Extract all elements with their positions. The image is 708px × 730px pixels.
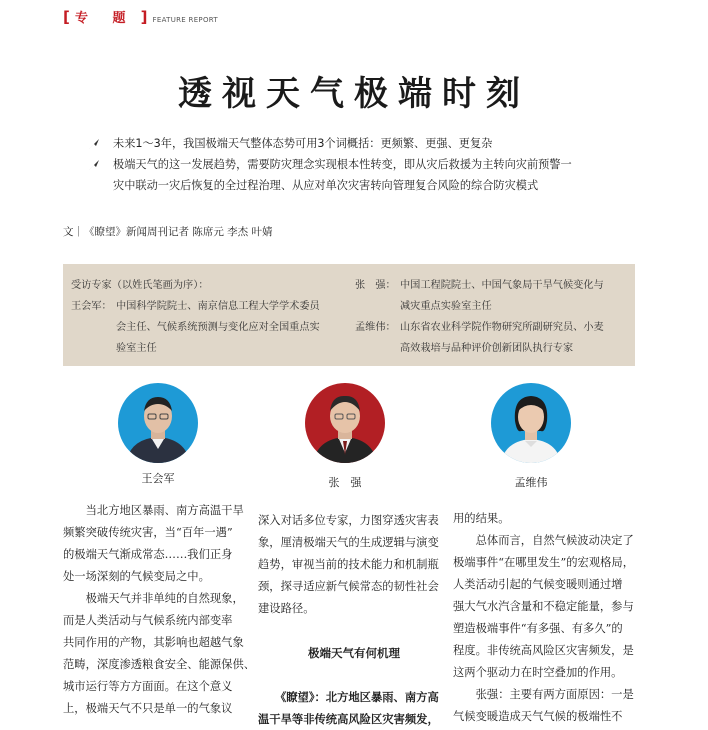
body-text-line: 共同作用的产物，其影响也超越气象 [63,636,244,649]
summary-bullet-line: 灾中联动一灾后恢复的全过程治理、从应对单次灾害转向管理复合风险的综合防灾模式 [113,179,539,192]
body-text-line: 这两个驱动力在时空叠加的作用。 [453,666,623,679]
summary-bullet-line: 未来1～3年，我国极端天气整体态势可用3个词概括：更频繁、更强、更复杂 [113,137,493,150]
person-silhouette-icon [491,383,571,463]
portrait-meng-weiwei [491,383,571,463]
body-text-line: 当北方地区暴雨、南方高温干旱 [63,504,244,517]
body-column-1 [63,500,255,720]
expert-desc-line: 高效栽培与品种评价创新团队执行专家 [400,343,574,354]
portrait-name-meng: 孟维伟 [514,476,548,489]
body-text-line: 建设路径。 [258,602,315,615]
section-heading: 极端天气有何机理 [308,646,400,660]
expert-desc-line: 中国工程院院士、中国气象局干旱气候变化与 [400,280,604,291]
expert-desc-line: 中国科学院院士、南京信息工程大学学术委员 [116,301,320,312]
portrait-name-zhang: 张 强 [328,476,362,489]
body-text-line: 张强：主要有两方面原因：一是 [453,688,634,701]
section-bracket-left: [ [63,8,70,26]
portrait-zhang-qiang [305,383,385,463]
body-text-line: 范畴，深度渗透粮食安全、能源保供、 [63,658,255,671]
arrow-bullet-icon [88,159,100,171]
body-text-line: 极端事件“在哪里发生”的宏观格局， [453,556,635,569]
body-text-line: 深入对话多位专家，力图穿透灾害表 [258,514,439,527]
expert-label: 孟维伟： [355,322,396,333]
body-text-line: 人类活动引起的气候变暖则通过增 [453,578,623,591]
body-text-line: 气候变暖造成天气气候的极端性不 [453,710,623,723]
body-text-line: 用的结果。 [453,512,510,525]
section-label: 专 题 [74,11,136,26]
expert-desc-zhang [400,275,604,317]
portrait-wang-huijun [118,383,198,463]
body-text-line: 塑造极端事件“有多强、有多久”的 [453,622,623,635]
experts-heading: 受访专家（以姓氏笔画为序）： [71,280,209,291]
section-header [63,7,218,26]
body-text-line: 总体而言，自然气候波动决定了 [453,534,634,547]
body-column-3 [453,508,645,728]
person-silhouette-icon [118,383,198,463]
body-text-line: 频繁突破传统灾害，当“百年一遇” [63,526,233,539]
byline: 文｜《瞭望》新闻周刊记者 陈席元 李杰 叶婧 [63,226,273,238]
body-text-line: 颈，探寻适应新气候常态的韧性社会 [258,580,439,593]
body-text-line: 趋势，审视当前的技术能力和机制瓶 [258,558,439,571]
summary-bullet-line: 极端天气的这一发展趋势，需要防灾理念实现根本性转变，即从灾后救援为主转向灾前预警一 [113,158,572,171]
body-text-line: 程度。非传统高风险区灾害频发，是 [453,644,634,657]
body-text-line: 的极端天气渐成常态……我们正身 [63,548,233,561]
expert-desc-line: 会主任、气候系统预测与变化应对全国重点实 [116,322,320,333]
portrait-name-wang: 王会军 [141,472,175,485]
expert-desc-line: 减灾重点实验室主任 [400,301,492,312]
body-text-line: 强大气水汽含量和不稳定能量，参与 [453,600,634,613]
expert-label: 张 强： [355,280,396,291]
summary-bullet-2 [113,154,572,196]
article-title: 透视天气极端时刻 [178,74,530,114]
person-silhouette-icon [305,383,385,463]
question-line: 《瞭望》：北方地区暴雨、南方高 [258,690,439,704]
section-bracket-right: ] [140,8,148,26]
question-line: 温干旱等非传统高风险区灾害频发， [258,712,439,726]
summary-bullet-1 [113,133,492,154]
expert-desc-wang [116,296,320,359]
body-text-line [258,664,450,686]
body-text-line: 象，厘清极端天气的生成逻辑与演变 [258,536,439,549]
body-text-line [258,620,450,642]
body-text-line: 极端天气并非单纯的自然现象， [63,592,244,605]
section-english-label: FEATURE REPORT [152,16,218,24]
expert-label: 王会军： [71,301,112,312]
body-text-line: 处一场深刻的气候变局之中。 [63,570,210,583]
expert-desc-line: 山东省农业科学院作物研究所副研究员、小麦 [400,322,604,333]
expert-desc-line: 验室主任 [116,343,157,354]
body-text-line: 而是人类活动与气候系统内部变率 [63,614,233,627]
expert-desc-meng [400,317,604,359]
arrow-bullet-icon [88,138,100,150]
body-text-line: 上，极端天气不只是单一的气象议 [63,702,233,715]
body-text-line: 城市运行等方方面面。在这个意义 [63,680,233,693]
body-column-2 [258,510,450,730]
